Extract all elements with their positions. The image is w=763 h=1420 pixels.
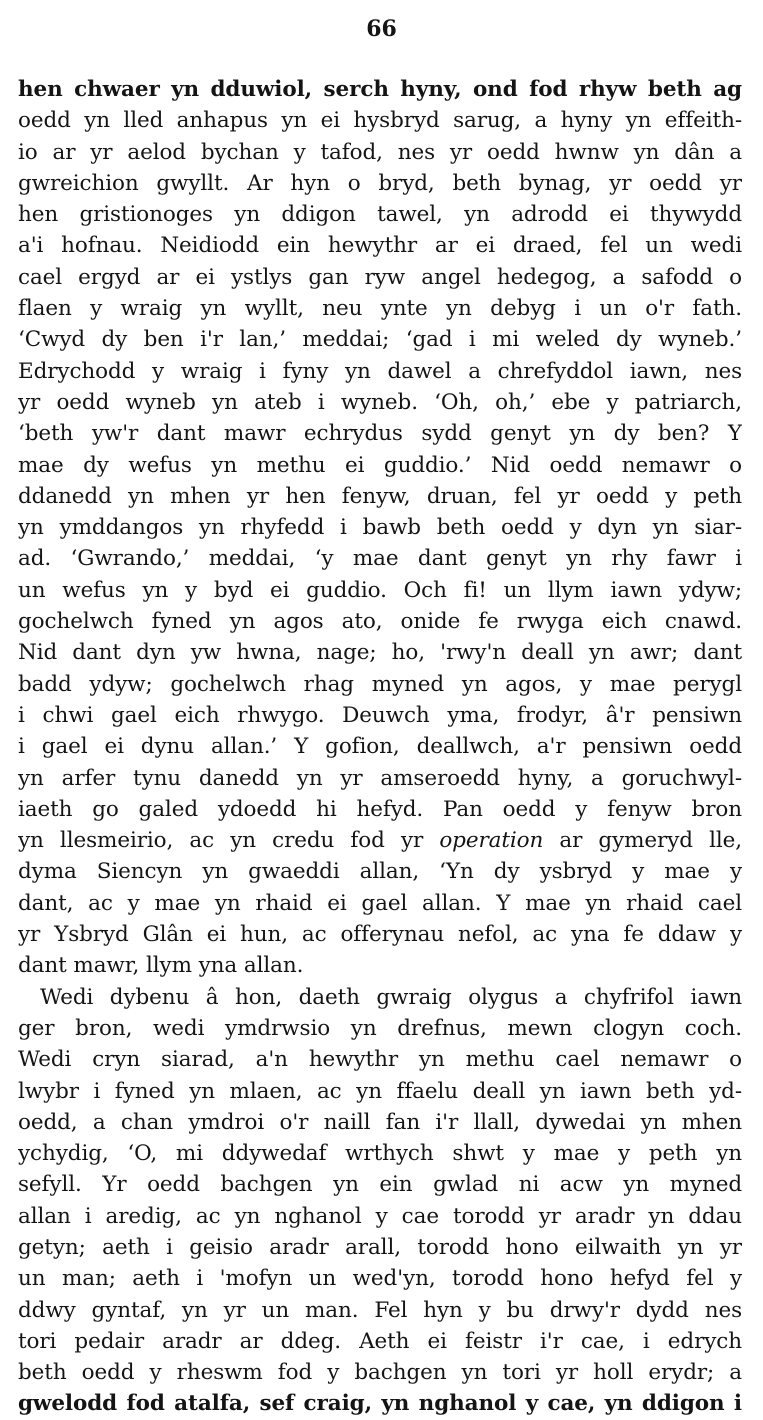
text-line: un man; aeth i 'mofyn un wed'yn, torodd hono hefyd fel y: [18, 1266, 742, 1292]
text-line: ddanedd yn mhen yr hen fenyw, druan, fel yr oedd y peth: [18, 483, 742, 509]
text-segment: ar gymeryd lle,: [543, 828, 742, 854]
text-line: [18, 825, 742, 856]
text-line: ‘beth yw'r dant mawr echrydus sydd genyt yn dy ben? Y: [18, 421, 742, 447]
page-number: 66: [366, 16, 397, 42]
text-line: i gael ei dynu allan.’ Y gofion, deallwch, a'r pensiwn oedd: [18, 734, 742, 760]
text-line: Wedi cryn siarad, a'n hewythr yn methu cael nemawr o: [18, 1047, 742, 1073]
text-line: ad. ‘Gwrando,’ meddai, ‘y mae dant genyt yn rhy fawr i: [18, 546, 742, 572]
text-line: sefyll. Yr oedd bachgen yn ein gwlad ni acw yn myned: [18, 1172, 742, 1198]
text-line: yr Ysbryd Glân ei hun, ac offerynau nefol, ac yna fe ddaw y: [18, 922, 742, 948]
text-line: oedd, a chan ymdroi o'r naill fan i'r llall, dywedai yn mhen: [18, 1109, 742, 1135]
text-line: a'i hofnau. Neidiodd ein hewythr ar ei draed, fel un wedi: [18, 233, 742, 259]
text-line: oedd yn lled anhapus yn ei hysbryd sarug, a hyny yn effeith-: [18, 108, 742, 134]
text-line: iaeth go galed ydoedd hi hefyd. Pan oedd y fenyw bron: [18, 796, 742, 822]
text-line: gwelodd fod atalfa, sef craig, yn nghanol y cae, yn ddigon i: [18, 1391, 742, 1417]
text-line: cael ergyd ar ei ystlys gan ryw angel hedegog, a safodd o: [18, 264, 742, 290]
text-line: Edrychodd y wraig i fyny yn dawel a chrefyddol iawn, nes: [18, 358, 742, 384]
text-line: gochelwch fyned yn agos ato, onide fe rwyga eich cnawd.: [18, 609, 742, 635]
text-line: yr oedd wyneb yn ateb i wyneb. ‘Oh, oh,’ ebe y patriarch,: [18, 389, 742, 415]
text-line: Wedi dybenu â hon, daeth gwraig olygus a chyfrifol iawn: [40, 984, 742, 1010]
text-line: yn arfer tynu danedd yn yr amseroedd hyny, a goruchwyl-: [18, 765, 742, 791]
text-line: ‘Cwyd dy ben i'r lan,’ meddai; ‘gad i mi weled dy wyneb.’: [18, 327, 742, 353]
text-line: dant mawr, llym yna allan.: [18, 953, 304, 979]
text-segment: yn llesmeirio, ac yn credu fod yr: [18, 828, 440, 854]
text-line: dyma Siencyn yn gwaeddi allan, ‘Yn dy ysbryd y mae y: [18, 859, 742, 885]
text-line: Nid dant dyn yw hwna, nage; ho, 'rwy'n deall yn awr; dant: [18, 640, 742, 666]
text-line: lwybr i fyned yn mlaen, ac yn ffaelu deall yn iawn beth yd-: [18, 1078, 742, 1104]
text-line: ger bron, wedi ymdrwsio yn drefnus, mewn clogyn coch.: [18, 1015, 742, 1041]
text-line: badd ydyw; gochelwch rhag myned yn agos, y mae perygl: [18, 671, 742, 697]
text-line: hen chwaer yn dduwiol, serch hyny, ond fod rhyw beth ag: [18, 77, 742, 102]
text-line: tori pedair aradr ar ddeg. Aeth ei feistr i'r cae, i edrych: [18, 1328, 742, 1354]
text-line: getyn; aeth i geisio aradr arall, torodd hono eilwaith yn yr: [18, 1234, 742, 1260]
text-line: beth oedd y rheswm fod y bachgen yn tori yr holl erydr; a: [18, 1360, 742, 1386]
italic-word: operation: [439, 828, 544, 854]
text-line: gwreichion gwyllt. Ar hyn o bryd, beth bynag, yr oedd yr: [18, 170, 742, 196]
text-line: dant, ac y mae yn rhaid ei gael allan. Y mae yn rhaid cael: [18, 890, 742, 916]
text-line: mae dy wefus yn methu ei guddio.’ Nid oedd nemawr o: [18, 452, 742, 478]
text-line: i chwi gael eich rhwygo. Deuwch yma, frodyr, â'r pensiwn: [18, 702, 742, 728]
body-text: [18, 74, 742, 1420]
text-line: allan i aredig, ac yn nghanol y cae torodd yr aradr yn ddau: [18, 1203, 742, 1229]
text-line: un wefus yn y byd ei guddio. Och fi! un llym iawn ydyw;: [18, 577, 742, 603]
text-line: flaen y wraig yn wyllt, neu ynte yn debyg i un o'r fath.: [18, 296, 742, 322]
text-line: hen gristionoges yn ddigon tawel, yn adrodd ei thywydd: [18, 202, 742, 228]
text-line: io ar yr aelod bychan y tafod, nes yr oedd hwnw yn dân a: [18, 139, 742, 165]
text-line: ddwy gyntaf, yn yr un man. Fel hyn y bu drwy'r dydd nes: [18, 1297, 742, 1323]
text-line: yn ymddangos yn rhyfedd i bawb beth oedd y dyn yn siar-: [18, 515, 742, 541]
text-line: ychydig, ‘O, mi ddywedaf wrthych shwt y mae y peth yn: [18, 1141, 742, 1167]
